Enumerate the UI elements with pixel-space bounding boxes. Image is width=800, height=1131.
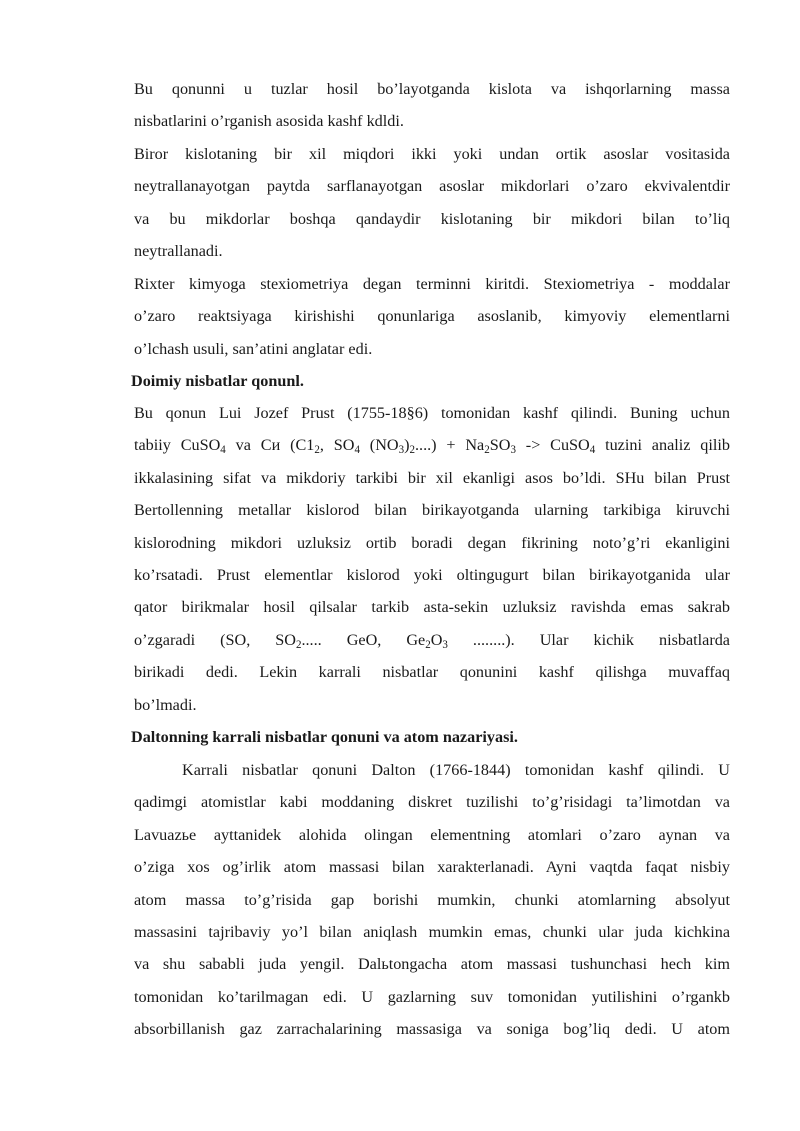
text-line: tomonidan ko’tarilmagan edi. U gazlarning suv tomonidan yutilishini o’rgankb (134, 987, 730, 1006)
text-line: birikadi dedi. Lekin karrali nisbatlar qonunini kashf qilishga muvaffaq (134, 663, 730, 682)
text-line: ikkalasining sifat va mikdoriy tarkibi bir xil ekanligi asos bo’ldi. SHu bilan Prust (134, 468, 730, 487)
section-heading: Daltonning karrali nisbatlar qonuni va atom nazariyasi. (131, 728, 518, 746)
section-heading: Doimiy nisbatlar qonunl. (131, 372, 304, 390)
text-line: absorbillanish gaz zarrachalarining massasiga va soniga bog’liq dedi. U atom (134, 1020, 730, 1039)
text-line: Bu qonun Lui Jozef Prust (1755-18§6) tomonidan kashf qilindi. Buning uchun (134, 404, 730, 422)
paragraph-3 (134, 268, 730, 365)
text-line: neytrallanadi. (134, 242, 223, 261)
text-line: Bu qonunni u tuzlar hosil bo’layotganda kislota va ishqorlarning massa (134, 80, 730, 98)
text-line: va shu sababli juda yengil. Dalьtongacha atom massasi tushunchasi hech kim (134, 955, 730, 974)
paragraph-prust (134, 397, 730, 721)
text-line: o’zaro reaktsiyaga kirishishi qonunlariga asoslanib, kimyoviy elementlarni (134, 307, 730, 326)
section-heading-dalton (131, 721, 727, 753)
text-line: o’lchash usuli, san’atini anglatar edi. (134, 339, 373, 358)
text-line: ko’rsatadi. Prust elementlar kislorod yoki oltingugurt bilan birikayotganida ular (134, 565, 730, 584)
text-line: Rixter kimyoga stexiometriya degan terminni kiritdi. Stexiometriya - moddalar (134, 275, 730, 293)
text-line: bo’lmadi. (134, 695, 197, 714)
section-heading-doimiy (131, 365, 727, 397)
text-line: Biror kislotaning bir xil miqdori ikki yoki undan ortik asoslar vositasida (134, 145, 730, 163)
text-line: neytrallanayotgan paytda sarflanayotgan asoslar mikdorlari o’zaro ekvivalentdir (134, 177, 730, 196)
paragraph-1 (134, 73, 730, 138)
text-line: o’ziga xos og’irlik atom massasi bilan xarakterlanadi. Ayni vaqtda faqat nisbiy (134, 858, 730, 877)
text-line: qator birikmalar hosil qilsalar tarkib asta-sekin uzluksiz ravishda emas sakrab (134, 598, 730, 617)
text-line: qadimgi atomistlar kabi moddaning diskret tuzilishi to’g’risidagi ta’limotdan va (134, 793, 730, 812)
text-line: Karrali nisbatlar qonuni Dalton (1766-1844) tomonidan kashf qilindi. U (182, 761, 730, 779)
text-line: nisbatlarini o’rganish asosida kashf kdldi. (134, 112, 404, 131)
text-line-formula: o’zgaradi (SO, $SO_2$..... GeO, $Ge_2O_3$ ........). Ular kichik nisbatlarda (134, 630, 730, 651)
text-line: va bu mikdorlar boshqa qandaydir kislotaning bir mikdori bilan to’liq (134, 209, 730, 228)
paragraph-2 (134, 138, 730, 268)
text-line-formula: tabiiy CuSO$_4$ va Cи ($C1_2$, $SO_4$ $(NO_3)_2....) + Na_2SO_3$ -> CuSO$_4$ tuzini analiz qilib (134, 436, 730, 457)
text-line: atom massa to’g’risida gap borishi mumkin, chunki atomlarning absolyut (134, 890, 730, 909)
text-line: Lavuazьe ayttanidek alohida olingan elementning atomlari o’zaro aynan va (134, 825, 730, 844)
text-line: massasini tajribaviy yo’l bilan aniqlash mumkin emas, chunki ular juda kichkina (134, 922, 730, 941)
text-line: Bertollenning metallar kislorod bilan birikayotganda ularning tarkibiga kiruvchi (134, 501, 730, 520)
text-line: kislorodning mikdori uzluksiz ortib boradi degan fikrining noto’g’ri ekanligini (134, 533, 730, 552)
paragraph-dalton (134, 754, 730, 1046)
